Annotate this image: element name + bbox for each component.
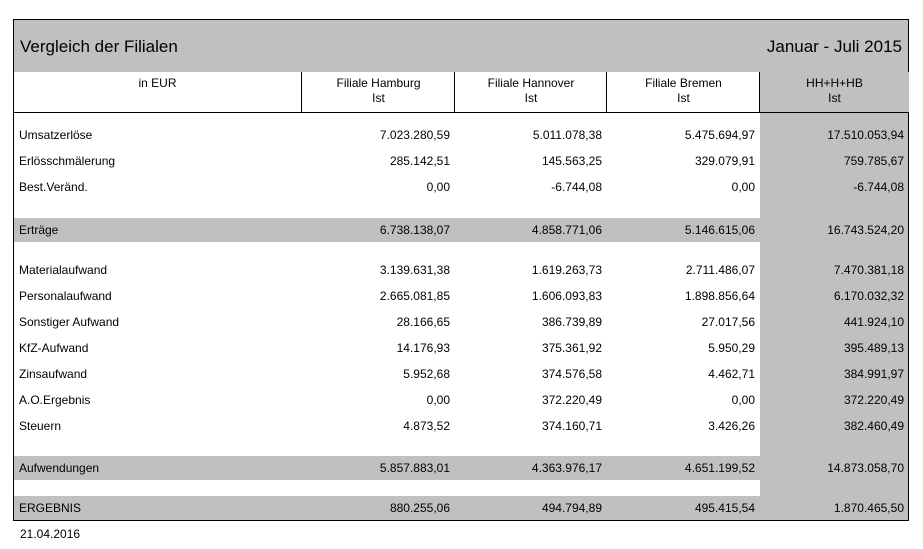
value-hamburg: 285.142,51: [389, 154, 450, 168]
header-col-name: HH+H+HB: [806, 76, 863, 90]
value-total: 7.470.381,18: [833, 263, 904, 277]
header-col-name: Filiale Hannover: [487, 76, 575, 90]
value-hamburg: 3.139.631,38: [379, 263, 450, 277]
header-label-cell: [14, 72, 301, 113]
header-col-sub: Ist: [828, 91, 841, 105]
value-hamburg: 14.176,93: [396, 341, 450, 355]
value-hamburg: 2.665.081,85: [379, 289, 450, 303]
subtotal-row: [14, 218, 908, 242]
value-total: 6.170.032,32: [833, 289, 904, 303]
value-total: 382.460,49: [843, 419, 904, 433]
value-bremen: 5.146.615,06: [684, 223, 755, 237]
row-label: ERGEBNIS: [19, 501, 82, 515]
table-row: [14, 312, 908, 332]
row-label: Erträge: [19, 223, 59, 237]
result-row: [14, 496, 908, 520]
value-bremen: 5.950,29: [708, 341, 755, 355]
row-label: A.O.Ergebnis: [19, 393, 91, 407]
value-bremen: 3.426,26: [708, 419, 755, 433]
report-title: Vergleich der Filialen: [20, 37, 178, 56]
value-hannover: 374.160,71: [541, 419, 602, 433]
value-hannover: 5.011.078,38: [532, 128, 602, 142]
table-row: [14, 260, 908, 280]
report-date: 21.04.2016: [20, 527, 81, 541]
header-bremen: [606, 72, 760, 113]
value-hannover: 374.576,58: [541, 367, 602, 381]
value-bremen: 0,00: [731, 393, 755, 407]
header-col-sub: Ist: [524, 91, 538, 105]
value-bremen: 2.711.486,07: [685, 263, 755, 277]
value-total: 16.743.524,20: [827, 223, 904, 237]
subtotal-row: [14, 456, 908, 480]
value-total: 441.924,10: [843, 315, 904, 329]
row-label: Umsatzerlöse: [19, 128, 93, 142]
report-table: [13, 19, 909, 521]
value-hannover: 494.794,89: [541, 501, 602, 515]
value-total: 14.873.058,70: [827, 461, 904, 475]
header-hamburg: [301, 72, 455, 113]
value-total: 1.870.465,50: [833, 501, 904, 515]
value-hannover: 372.220,49: [541, 393, 602, 407]
value-bremen: 329.079,91: [694, 154, 755, 168]
table-row: [14, 177, 908, 197]
header-col-sub: Ist: [677, 91, 690, 105]
value-bremen: 4.462,71: [708, 367, 755, 381]
value-bremen: 4.651.199,52: [684, 461, 755, 475]
value-hamburg: 7.023.280,59: [379, 128, 450, 142]
value-hannover: -6.744,08: [551, 180, 602, 194]
value-hamburg: 5.857.883,01: [379, 461, 450, 475]
row-label: Sonstiger Aufwand: [19, 315, 120, 329]
value-hamburg: 5.952,68: [403, 367, 450, 381]
value-total: 372.220,49: [843, 393, 904, 407]
row-label: Personalaufwand: [19, 289, 112, 303]
header-col-name: Filiale Hamburg: [336, 76, 421, 90]
value-bremen: 495.415,54: [694, 501, 755, 515]
value-total: 17.510.053,94: [827, 128, 904, 142]
value-hannover: 1.606.093,83: [531, 289, 602, 303]
value-hamburg: 0,00: [426, 180, 450, 194]
value-hamburg: 880.255,06: [389, 501, 450, 515]
row-label: Aufwendungen: [19, 461, 100, 475]
header-hannover: [454, 72, 607, 113]
value-bremen: 5.475.694,97: [684, 128, 755, 142]
value-bremen: 1.898.856,64: [684, 289, 755, 303]
value-hamburg: 4.873,52: [403, 419, 450, 433]
value-hannover: 4.363.976,17: [531, 461, 602, 475]
row-label: Zinsaufwand: [19, 367, 88, 381]
value-hannover: 4.858.771,06: [531, 223, 602, 237]
value-bremen: 27.017,56: [701, 315, 755, 329]
header-col-sub: Ist: [372, 91, 385, 105]
table-row: [14, 286, 908, 306]
value-hannover: 386.739,89: [541, 315, 602, 329]
value-total: 759.785,67: [843, 154, 904, 168]
row-label: KfZ-Aufwand: [19, 341, 89, 355]
table-row: [14, 416, 908, 436]
value-total: -6.744,08: [853, 180, 904, 194]
table-row: [14, 338, 908, 358]
header-total: [759, 72, 909, 113]
row-label: Erlösschmälerung: [19, 154, 116, 168]
title-bar: [14, 20, 908, 72]
row-label: Steuern: [19, 419, 62, 433]
header-col-name: Filiale Bremen: [645, 76, 722, 90]
table-row: [14, 151, 908, 171]
value-hamburg: 28.166,65: [396, 315, 450, 329]
report-period: Januar - Juli 2015: [766, 37, 902, 56]
value-total: 384.991,97: [843, 367, 904, 381]
value-hannover: 375.361,92: [541, 341, 602, 355]
table-row: [14, 364, 908, 384]
value-hamburg: 6.738.138,07: [379, 223, 450, 237]
value-hannover: 1.619.263,73: [531, 263, 602, 277]
value-bremen: 0,00: [731, 180, 755, 194]
table-row: [14, 125, 908, 145]
table-row: [14, 390, 908, 410]
value-hannover: 145.563,25: [541, 154, 602, 168]
row-label: Best.Veränd.: [19, 180, 88, 194]
value-hamburg: 0,00: [426, 393, 450, 407]
value-total: 395.489,13: [843, 341, 904, 355]
row-label: Materialaufwand: [19, 263, 108, 277]
header-label: in EUR: [138, 76, 177, 90]
